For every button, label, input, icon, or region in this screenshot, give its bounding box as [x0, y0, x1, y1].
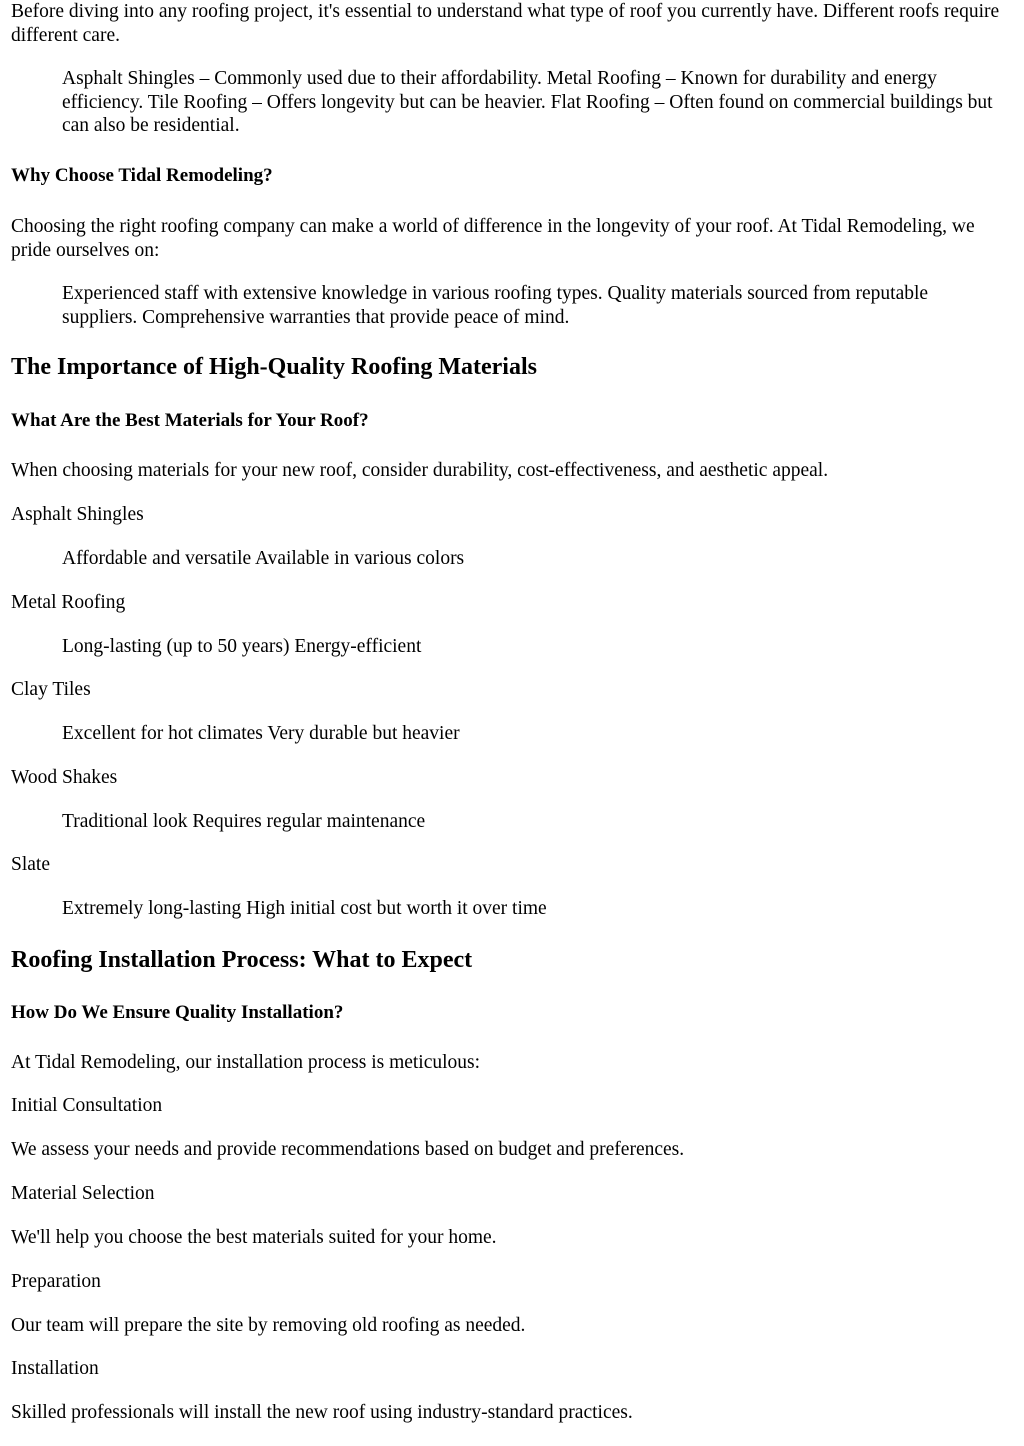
step-name: Preparation	[11, 1271, 101, 1292]
installation-subheading: How Do We Ensure Quality Installation?	[11, 1002, 344, 1023]
step-name: Initial Consultation	[11, 1095, 163, 1116]
step-details: We assess your needs and provide recommendations based on budget and preferences.	[11, 1139, 685, 1160]
why-choose-paragraph: Choosing the right roofing company can make a world of difference in the longevity of your roof. At Tidal Remodeling, we pride ourselves on:	[11, 216, 975, 261]
material-details: Long-lasting (up to 50 years) Energy-efficient	[62, 636, 422, 657]
material-details: Traditional look Requires regular maintenance	[62, 811, 426, 832]
step-name: Material Selection	[11, 1183, 155, 1204]
step-details: Our team will prepare the site by removing old roofing as needed.	[11, 1315, 526, 1336]
material-details: Extremely long-lasting High initial cost but worth it over time	[62, 898, 547, 919]
step-details: Skilled professionals will install the new roof using industry-standard practices.	[11, 1402, 633, 1423]
material-name: Asphalt Shingles	[11, 504, 144, 525]
installation-heading: Roofing Installation Process: What to Expect	[11, 947, 473, 973]
roof-types-list: Asphalt Shingles – Commonly used due to their affordability. Metal Roofing – Known for durability and energy efficiency. Tile Roofing – Offers longevity but can be heavier. Flat Roofing – Often found on commercial buildings but can also be residential.	[62, 68, 993, 136]
materials-heading: The Importance of High-Quality Roofing Materials	[11, 354, 537, 380]
material-details: Excellent for hot climates Very durable but heavier	[62, 723, 460, 744]
materials-paragraph: When choosing materials for your new roof, consider durability, cost-effectiveness, and aesthetic appeal.	[11, 460, 829, 481]
material-name: Slate	[11, 854, 50, 875]
intro-paragraph: Before diving into any roofing project, it's essential to understand what type of roof you currently have. Different roofs require different care.	[11, 1, 1000, 46]
material-name: Wood Shakes	[11, 767, 118, 788]
installation-paragraph: At Tidal Remodeling, our installation process is meticulous:	[11, 1052, 481, 1073]
material-name: Clay Tiles	[11, 679, 91, 700]
step-name: Installation	[11, 1358, 99, 1379]
materials-subheading: What Are the Best Materials for Your Roof?	[11, 410, 369, 431]
material-details: Affordable and versatile Available in various colors	[62, 548, 465, 569]
why-choose-heading: Why Choose Tidal Remodeling?	[11, 165, 273, 186]
step-details: We'll help you choose the best materials suited for your home.	[11, 1227, 497, 1248]
material-name: Metal Roofing	[11, 592, 126, 613]
why-choose-points: Experienced staff with extensive knowledge in various roofing types. Quality materials sourced from reputable suppliers. Comprehensive warranties that provide peace of mind.	[62, 283, 929, 328]
